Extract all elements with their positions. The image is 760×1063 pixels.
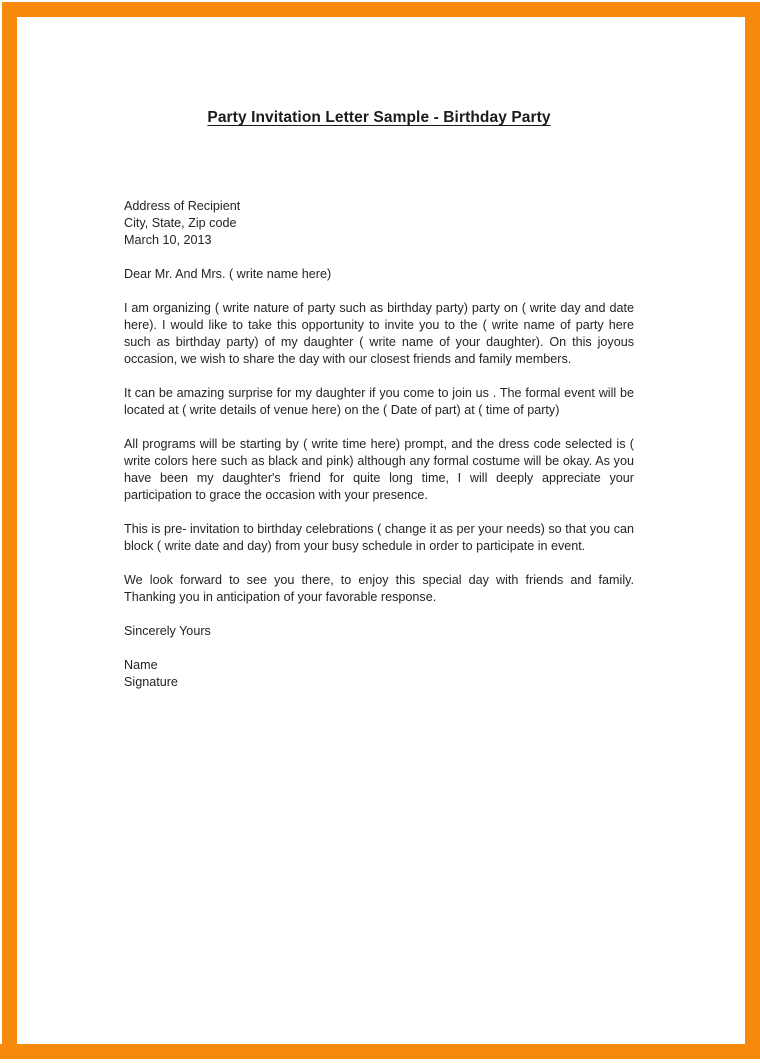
body-paragraph-5: We look forward to see you there, to enjoy this special day with friends and family. Thanking you in anticipation of your favorable response. (124, 573, 634, 604)
address-line-2: City, State, Zip code (124, 216, 237, 230)
recipient-address-block (124, 127, 634, 249)
closing-salutation: Sincerely Yours (124, 624, 211, 638)
letter-content (124, 17, 634, 691)
address-line-1: Address of Recipient (124, 199, 241, 213)
orange-border-right (745, 2, 760, 1059)
letter-date: March 10, 2013 (124, 233, 212, 247)
orange-border-left (2, 2, 17, 1059)
page-title: Party Invitation Letter Sample - Birthday Party (207, 109, 551, 126)
salutation: Dear Mr. And Mrs. ( write name here) (124, 267, 332, 281)
orange-border-bottom (0, 1044, 760, 1059)
signature-name-label: Name (124, 658, 158, 672)
body-paragraph-3: All programs will be starting by ( write time here) prompt, and the dress code selected is ( write colors here such as black and pink) although any formal costume will be okay. As you have been my daughter's friend for quite long time, I will deeply appreciate your participation to grace the occasion with your presence. (124, 437, 634, 502)
body-paragraph-2: It can be amazing surprise for my daughter if you come to join us . The formal event will be located at ( write details of venue here) on the ( Date of part) at ( time of party) (124, 386, 634, 417)
body-paragraph-4: This is pre- invitation to birthday celebrations ( change it as per your needs) so that you can block ( write date and day) from your busy schedule in order to participate in event. (124, 522, 634, 553)
signature-label: Signature (124, 675, 178, 689)
signature-block (124, 640, 634, 691)
letter-sheet (17, 17, 745, 1044)
orange-border-top (2, 2, 760, 17)
body-paragraph-1: I am organizing ( write nature of party such as birthday party) party on ( write day and date here). I would like to take this opportunity to invite you to the ( write name of party here such as birthday party) of my daughter ( write name of your daughter). On this joyous occasion, we wish to share the day with our closest friends and family members. (124, 301, 634, 366)
